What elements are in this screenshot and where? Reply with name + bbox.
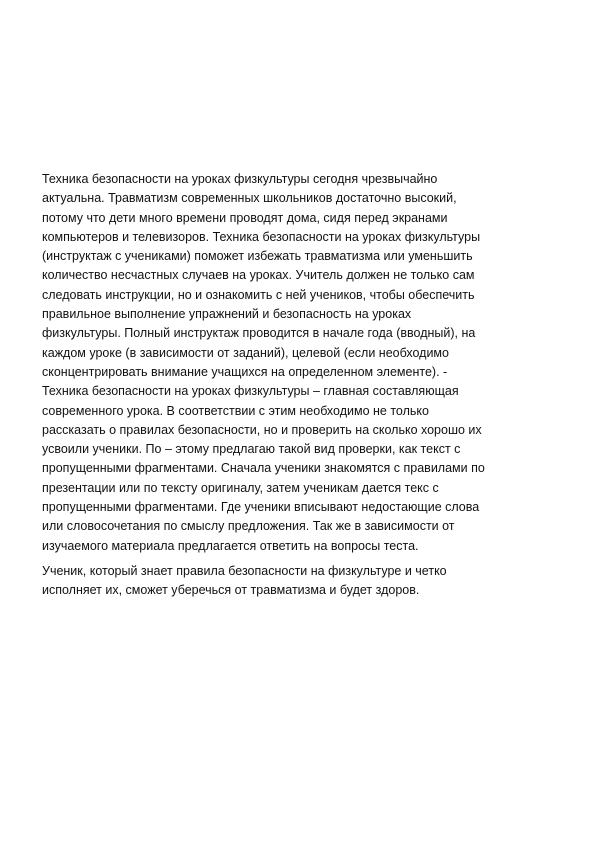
- text-line: Ученик, который знает правила безопасности на физкультуре и четко: [42, 563, 447, 578]
- text-line: изучаемого материала предлагается ответить на вопросы теста.: [42, 538, 419, 553]
- text-line: каждом уроке (в зависимости от заданий), целевой (если необходимо: [42, 345, 449, 360]
- text-line: следовать инструкции, но и ознакомить с ней учеников, чтобы обеспечить: [42, 287, 475, 302]
- text-line: исполняет их, сможет уберечься от травматизма и будет здоров.: [42, 583, 420, 598]
- paragraph-conclusion: [42, 562, 557, 601]
- text-line: Техника безопасности на уроках физкультуры сегодня чрезвычайно: [42, 172, 438, 186]
- text-line: правильное выполнение упражнений и безопасность на уроках: [42, 307, 412, 322]
- paragraph-safety-technique: [42, 170, 557, 556]
- text-line: презентации или по тексту оригиналу, затем ученикам дается текс с: [42, 480, 439, 495]
- text-line: количество несчастных случаев на уроках. Учитель должен не только сам: [42, 268, 475, 283]
- text-line: потому что дети много времени проводят дома, сидя перед экранами: [42, 210, 448, 225]
- text-line: (инструктаж с учениками) поможет избежать травматизма или уменьшить: [42, 249, 473, 264]
- text-line: усвоили ученики. По – этому предлагаю такой вид проверки, как текст с: [42, 442, 461, 457]
- text-line: современного урока. В соответствии с этим необходимо не только: [42, 403, 429, 418]
- document-body: [42, 170, 557, 601]
- text-line: пропущенными фрагментами. Где ученики вписывают недостающие слова: [42, 500, 480, 515]
- text-line: Техника безопасности на уроках физкультуры – главная составляющая: [42, 384, 459, 399]
- text-line: пропущенными фрагментами. Сначала ученики знакомятся с правилами по: [42, 461, 485, 476]
- text-line: сконцентрировать внимание учащихся на определенном элементе). -: [42, 364, 448, 379]
- text-line: актуальна. Травматизм современных школьников достаточно высокий,: [42, 191, 457, 206]
- text-line: рассказать о правилах безопасности, но и проверить на сколько хорошо их: [42, 422, 482, 437]
- text-line: физкультуры. Полный инструктаж проводится в начале года (вводный), на: [42, 326, 476, 341]
- text-line: компьютеров и телевизоров. Техника безопасности на уроках физкультуры: [42, 229, 481, 244]
- text-line: или словосочетания по смыслу предложения. Так же в зависимости от: [42, 519, 455, 534]
